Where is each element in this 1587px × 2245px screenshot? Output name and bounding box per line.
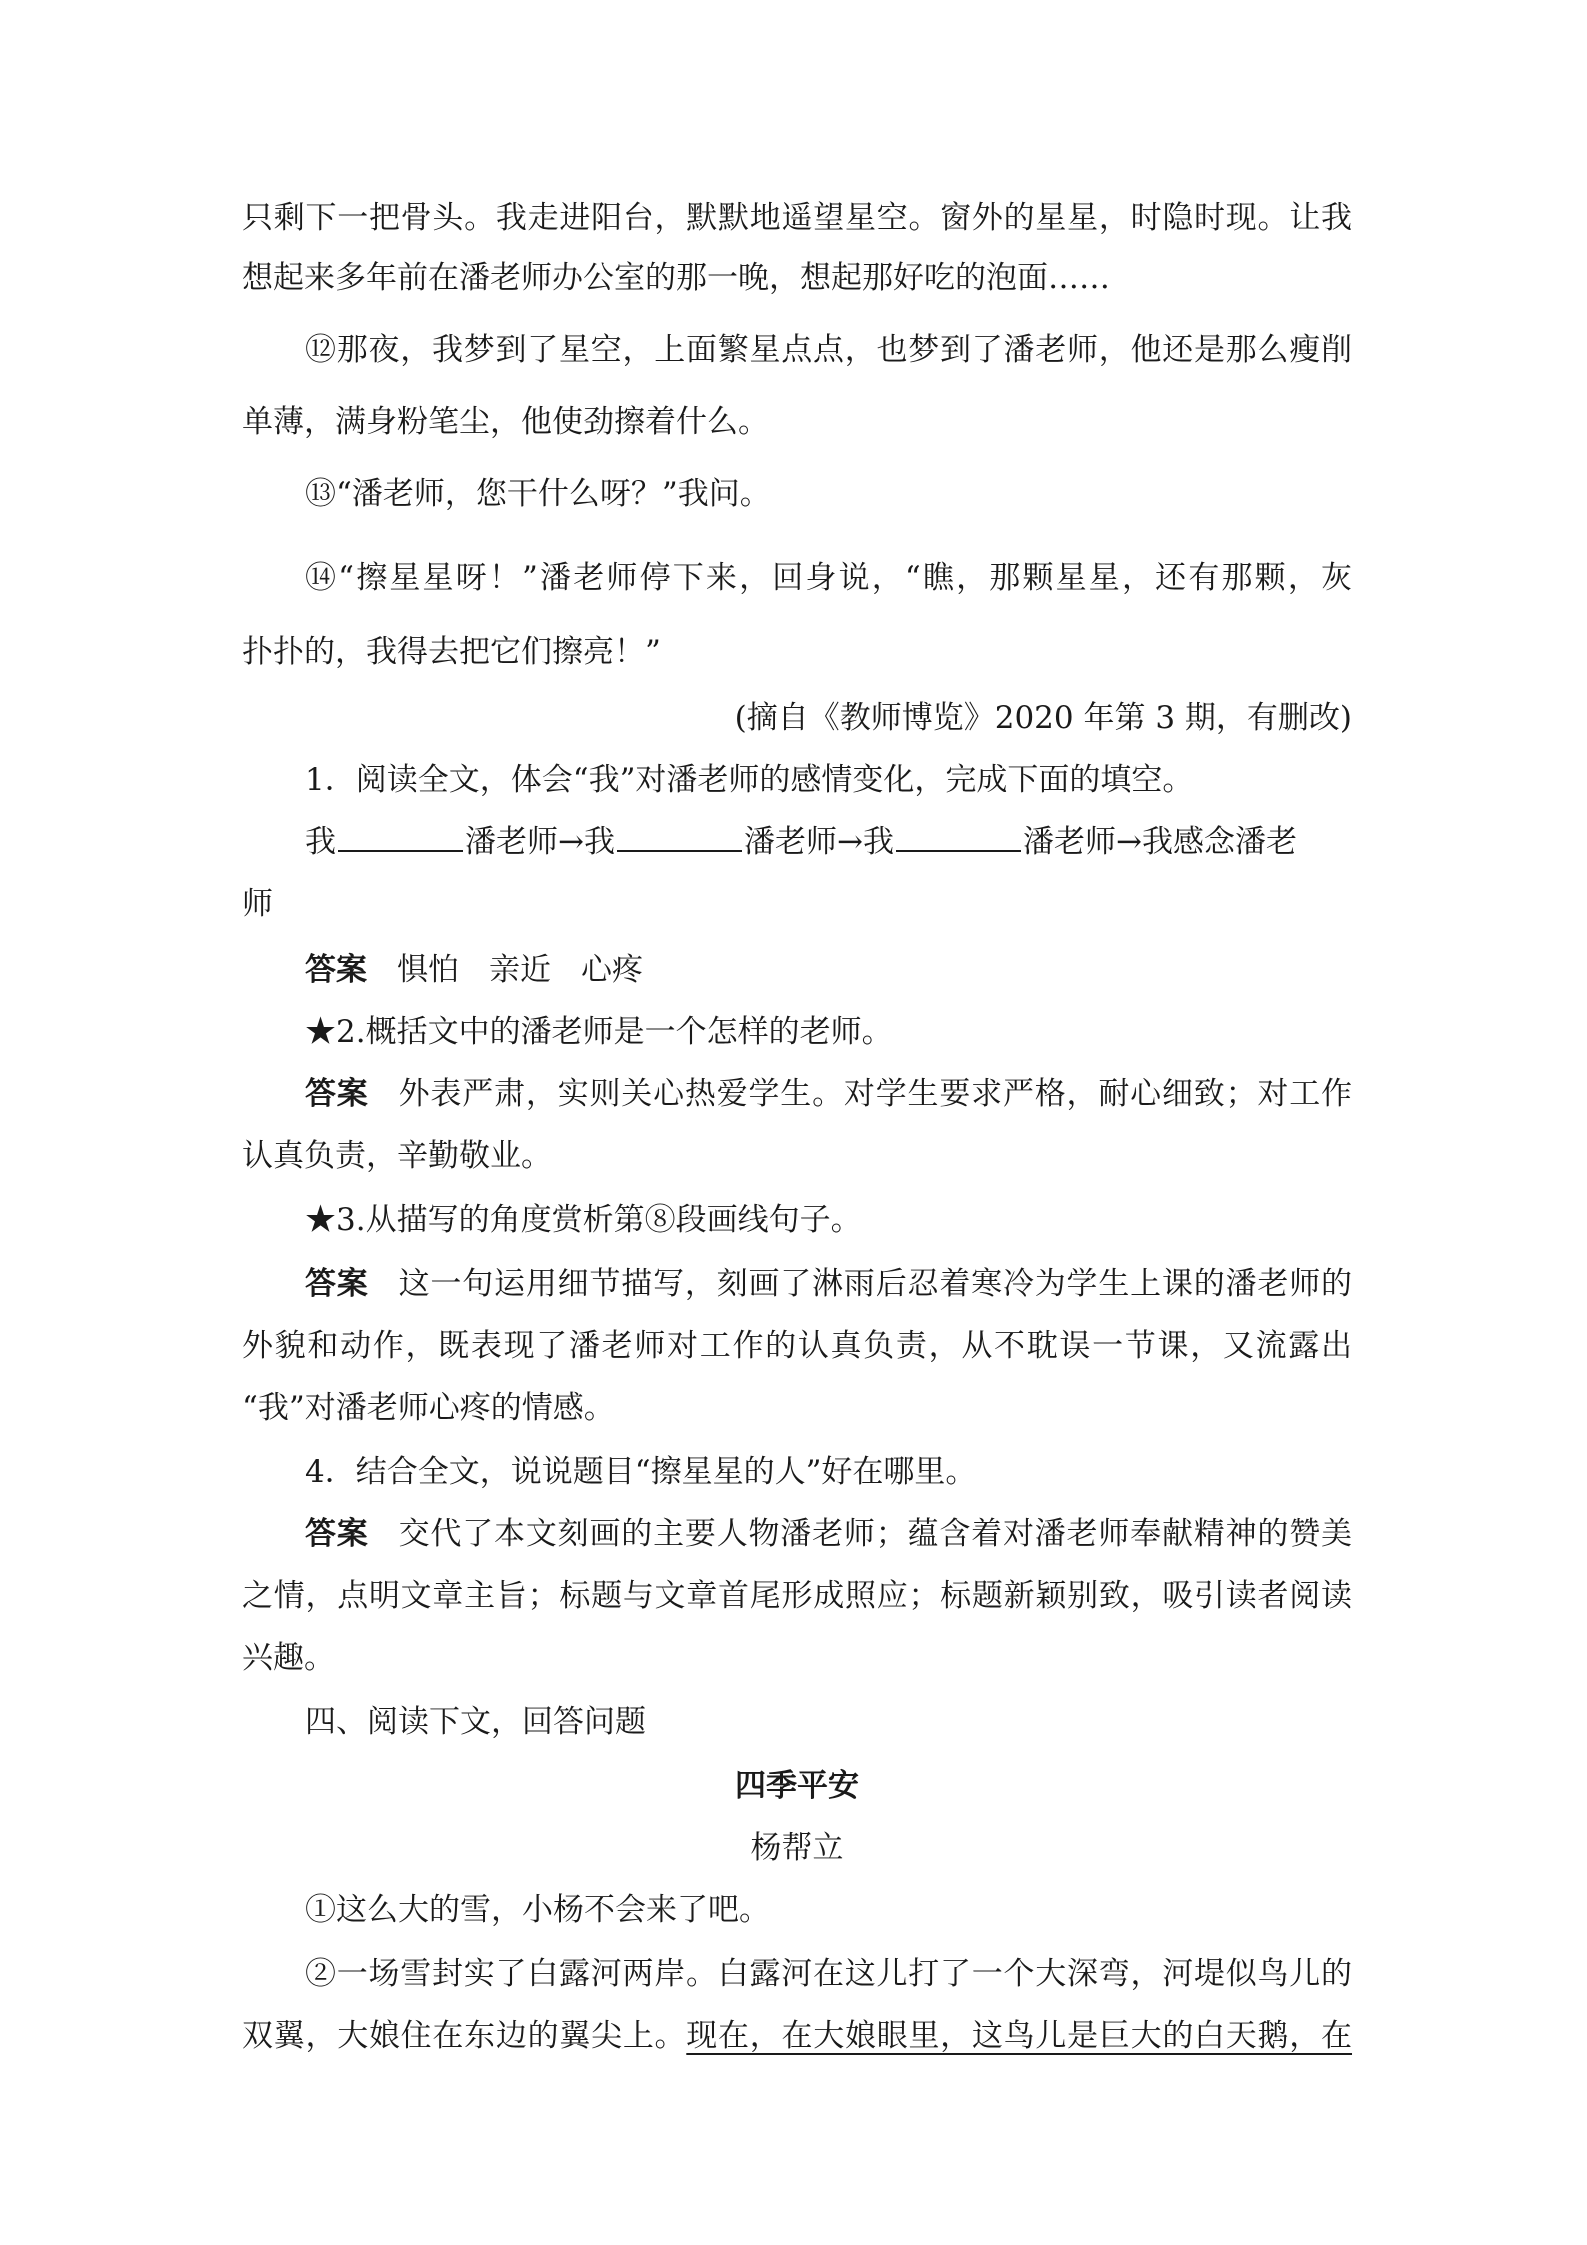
paragraph-14-line-2: 扑扑的，我得去把它们擦亮！” — [242, 634, 661, 670]
question-1: 1．阅读全文，体会“我”对潘老师的感情变化，完成下面的填空。 — [305, 762, 1194, 798]
question-3: ★3.从描写的角度赏析第⑧段画线句子。 — [305, 1202, 862, 1238]
answer-2-line-1 — [305, 1072, 1352, 1116]
answer-2-line-2: 认真负责，辛勤敬业。 — [242, 1138, 552, 1174]
answer-label: 答案 — [305, 1076, 369, 1112]
answer-3-text: 这一句运用细节描写，刻画了淋雨后忍着寒冷为学生上课的潘老师的 — [398, 1266, 1353, 1302]
fill-blank-3[interactable] — [896, 820, 1021, 852]
answer-4-line-3: 兴趣。 — [242, 1640, 335, 1676]
section-heading: 四、阅读下文，回答问题 — [305, 1704, 646, 1740]
paragraph-11-line-2: 想起来多年前在潘老师办公室的那一晚，想起那好吃的泡面…… — [242, 260, 1110, 296]
article-paragraph-1: ①这么大的雪，小杨不会来了吧。 — [305, 1892, 770, 1928]
answer-1-item: 亲近 — [489, 952, 551, 988]
answer-3-line-2: 外貌和动作，既表现了潘老师对工作的认真负责，从不耽误一节课，又流露出 — [242, 1328, 1352, 1364]
answer-4-text: 交代了本文刻画的主要人物潘老师；蕴含着对潘老师奉献精神的赞美 — [398, 1516, 1353, 1552]
question-1-fill-line — [305, 820, 1352, 864]
paragraph-11-line-1: 只剩下一把骨头。我走进阳台，默默地遥望星空。窗外的星星，时隐时现。让我 — [242, 200, 1352, 236]
answer-label: 答案 — [305, 1516, 369, 1552]
answer-3-line-1 — [305, 1262, 1352, 1306]
fill-blank-1[interactable] — [338, 820, 463, 852]
question-1-fill-continuation: 师 — [242, 886, 273, 922]
fill-text-4: 潘老师→我感念潘老 — [1022, 824, 1297, 860]
answer-label: 答案 — [305, 1266, 369, 1302]
answer-1-item: 惧怕 — [397, 952, 459, 988]
answer-1-item: 心疼 — [581, 952, 643, 988]
question-2: ★2.概括文中的潘老师是一个怎样的老师。 — [305, 1014, 893, 1050]
underlined-sentence: 现在，在大娘眼里，这鸟儿是巨大的白天鹅，在 — [686, 2018, 1353, 2054]
source-citation: (摘自《教师博览》2020 年第 3 期，有删改) — [734, 700, 1352, 736]
answer-3-line-3: “我”对潘老师心疼的情感。 — [242, 1390, 615, 1426]
paragraph-13: ⑬“潘老师，您干什么呀？”我问。 — [305, 476, 771, 512]
article-title: 四季平安 — [735, 1768, 859, 1804]
fill-text-2: 潘老师→我 — [465, 824, 615, 860]
article-paragraph-2-line-1: ②一场雪封实了白露河两岸。白露河在这儿打了一个大深弯，河堤似鸟儿的 — [305, 1956, 1352, 1992]
fill-text-3: 潘老师→我 — [743, 824, 894, 860]
paragraph-12-line-1: ⑫那夜，我梦到了星空，上面繁星点点，也梦到了潘老师，他还是那么瘦削 — [305, 332, 1352, 368]
answer-4-line-1 — [305, 1512, 1352, 1556]
paragraph-12-line-2: 单薄，满身粉笔尘，他使劲擦着什么。 — [242, 404, 769, 440]
article-author: 杨帮立 — [750, 1830, 844, 1866]
fill-text-1: 我 — [305, 824, 336, 860]
answer-2-text: 外表严肃，实则关心热爱学生。对学生要求严格，耐心细致；对工作 — [398, 1076, 1353, 1112]
paragraph-2-text: 双翼，大娘住在东边的翼尖上。 — [242, 2018, 687, 2054]
fill-blank-2[interactable] — [617, 820, 742, 852]
question-4: 4．结合全文，说说题目“擦星星的人”好在哪里。 — [305, 1454, 977, 1490]
paragraph-14-line-1: ⑭“擦星星呀！”潘老师停下来，回身说，“瞧，那颗星星，还有那颗，灰 — [305, 560, 1352, 596]
answer-label: 答案 — [305, 952, 367, 988]
answer-4-line-2: 之情，点明文章主旨；标题与文章首尾形成照应；标题新颖别致，吸引读者阅读 — [242, 1578, 1352, 1614]
article-paragraph-2-line-2 — [242, 2014, 1352, 2058]
answer-1 — [305, 948, 1352, 992]
